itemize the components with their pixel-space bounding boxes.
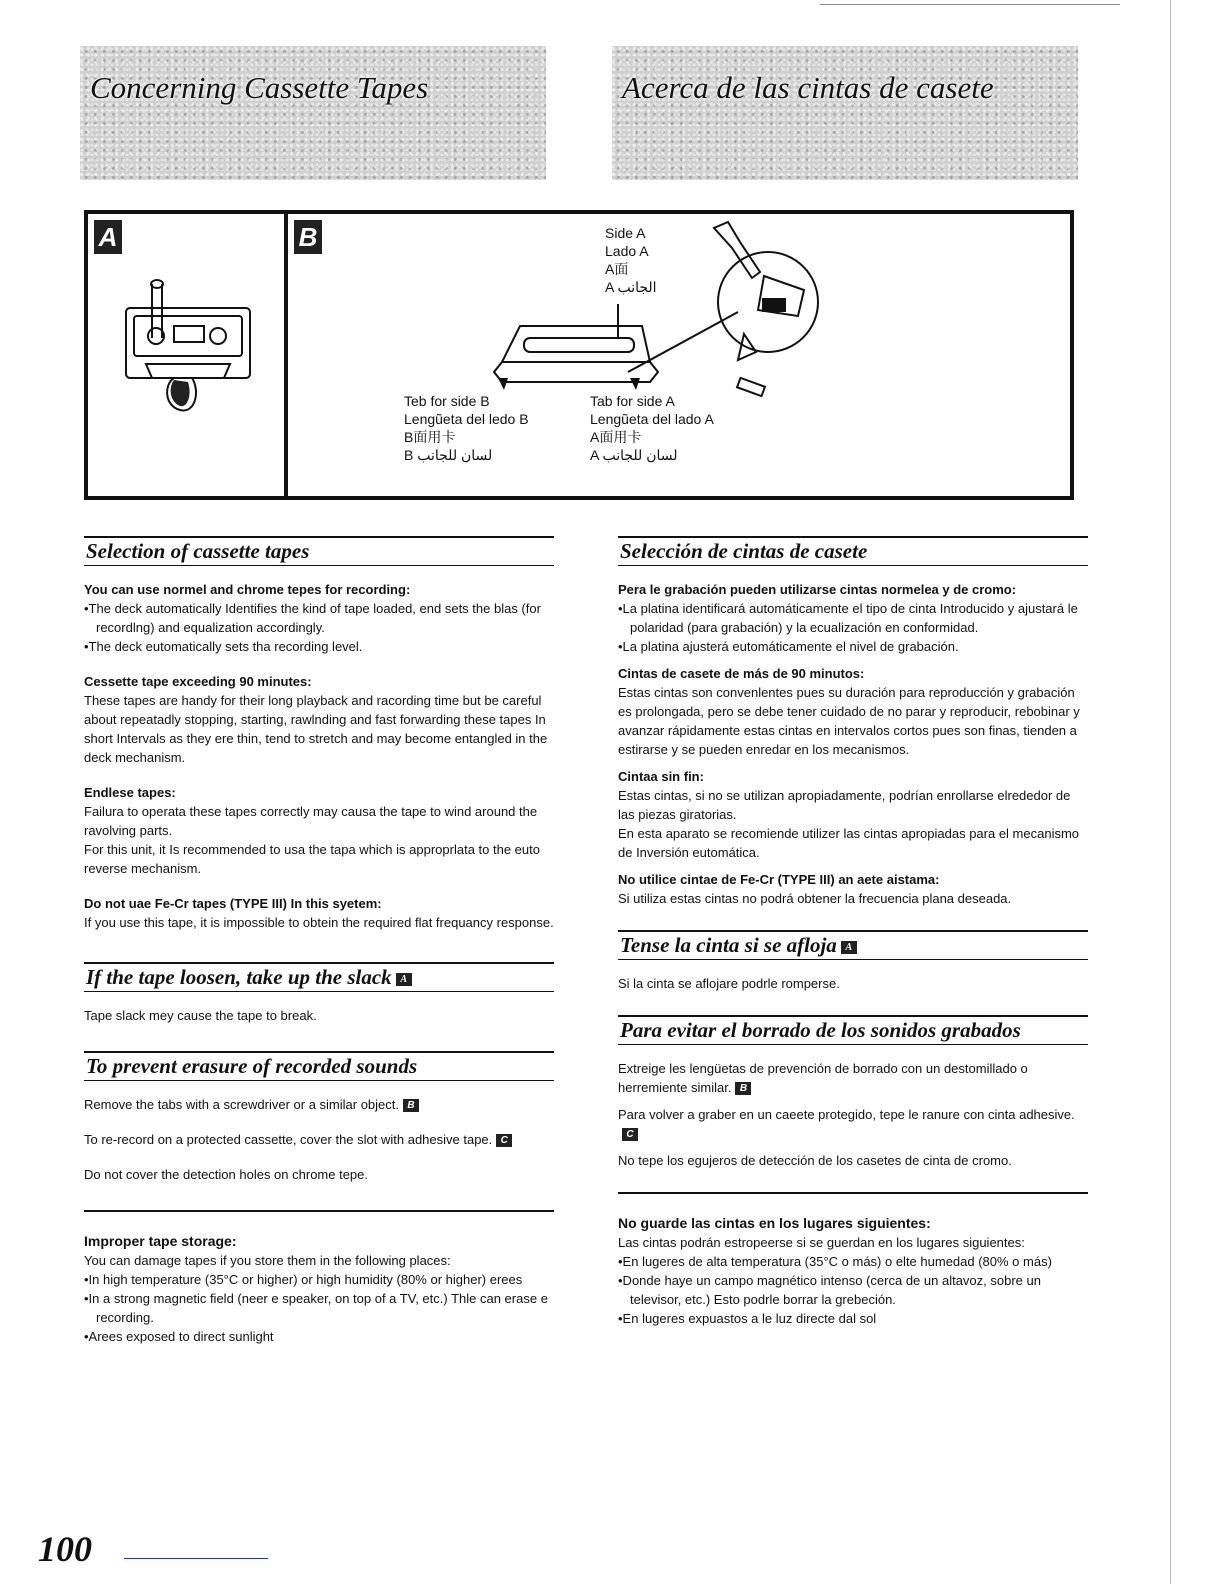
figure-a-tag: A bbox=[396, 973, 412, 986]
en-erasure-text-1-body: Remove the tabs with a screwdriver or a similar object. bbox=[84, 1097, 400, 1112]
cassette-pencil-illustration bbox=[88, 214, 284, 496]
es-erasure-text-3: No tepe los egujeros de detección de los casetes de cinta de cromo. bbox=[618, 1153, 1012, 1168]
side-a-zh: A面 bbox=[605, 261, 629, 277]
side-a-es: Lado A bbox=[605, 243, 649, 259]
es-slack-text: Si la cinta se aflojare podrle romperse. bbox=[618, 976, 840, 991]
figure-b-tag: B bbox=[403, 1099, 419, 1112]
tab-a-zh: A面用卡 bbox=[590, 429, 642, 445]
en-slack-text: Tape slack mey cause the tape to break. bbox=[84, 1008, 317, 1023]
en-storage-bullet-2: •In a strong magnetic field (neer e speaker, on top of a TV, etc.) Thle can erase e recording. bbox=[84, 1291, 548, 1325]
title-en: Concerning Cassette Tapes bbox=[90, 70, 429, 105]
page-number: 100 bbox=[38, 1529, 92, 1569]
es-endless-text-1: Estas cintas, si no se utilizan apropiadamente, podrían enrollarse elrededor de las piezas giratorias. bbox=[618, 788, 1071, 822]
en-storage-heading: Improper tape storage: bbox=[84, 1233, 237, 1249]
panel-a-label: A bbox=[94, 220, 122, 254]
es-storage-bullet-1: •En lugeres de alta temperatura (35°C o más) o elte humedad (80% o más) bbox=[618, 1254, 1052, 1269]
es-erasure-title: Para evitar el borrado de los sonidos grabados bbox=[618, 1015, 1088, 1045]
en-bullet-level: •The deck eutomatically sets tha recording level. bbox=[84, 639, 363, 654]
side-a-en: Side A bbox=[605, 225, 646, 241]
en-storage-bullet-3: •Arees exposed to direct sunlight bbox=[84, 1329, 274, 1344]
tab-b-zh: B面用卡 bbox=[404, 429, 456, 445]
en-bullet-identify: •The deck automatically Identifies the kind of tape loaded, end sets the blas (for recordlng) and equalization accordingly. bbox=[84, 601, 541, 635]
es-storage-bullet-3: •En lugeres expuastos a le luz directe dal sol bbox=[618, 1311, 877, 1326]
en-erasure-text-3: Do not cover the detection holes on chrome tepe. bbox=[84, 1167, 369, 1182]
es-normal-chrome-heading: Pera le grabación pueden utilizarse cintas normelea y de cromo: bbox=[618, 582, 1017, 597]
es-storage-intro: Las cintas podrán estropeerse si se guerdan en los lugares siguientes: bbox=[618, 1235, 1025, 1250]
header-es bbox=[612, 46, 1078, 180]
en-endless-text-1: Failura to operata these tapes correctly may causa the tape to wind around the ravolving parts. bbox=[84, 804, 538, 838]
es-bullet-identify: •La platina identificará automáticamente el tipo de cinta Introducido y ajustará le polaridad (para grabación) y la ecualización en conformidad. bbox=[618, 601, 1078, 635]
footer-rule bbox=[124, 1558, 268, 1559]
es-selection-title: Selección de cintas de casete bbox=[618, 536, 1088, 566]
en-endless-text-2: For this unit, it Is recommended to usa the tapa which is approprlata to the euto reverse mechanism. bbox=[84, 842, 540, 876]
en-90min-text: These tapes are handy for their long playback and racording time but be careful about repeatadly stopping, starting, rawlnding and fast forwarding these tapes In short Intervals as they ere thin, tend to stretch and may become entangled in the deck mechanism. bbox=[84, 693, 548, 765]
en-fecr-text: If you use this tape, it is impossible to obtein the required flat frequancy response. bbox=[84, 915, 554, 930]
es-erasure-text-1 bbox=[618, 1059, 1088, 1097]
tab-b-en: Teb for side B bbox=[404, 393, 490, 409]
es-90min-heading: Cintas de casete de más de 90 minutos: bbox=[618, 666, 865, 681]
tab-b-ar: B لسان للجانب bbox=[404, 447, 493, 463]
spanish-column bbox=[618, 536, 1088, 1328]
es-fecr-heading: No utilice cintae de Fe-Cr (TYPE III) an aete aistama: bbox=[618, 872, 940, 887]
es-erasure-text-2 bbox=[618, 1105, 1088, 1143]
es-storage-heading: No guarde las cintas en los lugares siguientes: bbox=[618, 1215, 931, 1231]
english-column bbox=[84, 536, 554, 1346]
es-storage-bullet-2: •Donde haye un campo magnético intenso (cerca de un altavoz, sobre un televisor, etc.) Esto podrle borrar la grebeción. bbox=[618, 1273, 1041, 1307]
es-endless-text-2: En esta aparato se recomiende utilizer las cintas apropiadas para el mecanismo de Inversión eutomática. bbox=[618, 826, 1080, 860]
side-a-labels bbox=[605, 224, 657, 296]
es-90min-text: Estas cintas son convenlentes pues su duración para reproducción y grabación es prolongada, pero se debe tener cuidado de no parar y reproducir, rebobinar y avanzar rápidamente estas cintas en intervalos cortos pues son finas, tienden a estirarse y se pueden enredar en los mecanismos. bbox=[618, 685, 1080, 757]
en-storage-intro: You can damage tapes if you store them in the following places: bbox=[84, 1253, 451, 1268]
en-erasure-text-2-body: To re-record on a protected cassette, cover the slot with adhesive tape. bbox=[84, 1132, 493, 1147]
title-es: Acerca de las cintas de casete bbox=[622, 70, 994, 105]
side-a-ar: A الجانب bbox=[605, 279, 657, 295]
figure-panel-a bbox=[88, 214, 288, 496]
figure-c-tag: C bbox=[496, 1134, 512, 1147]
figure-panel-b bbox=[288, 214, 1070, 496]
tab-b-es: Lengũeta del ledo B bbox=[404, 411, 529, 427]
tab-a-en: Tab for side A bbox=[590, 393, 675, 409]
es-bullet-level: •La platina ajusterá eutomáticamente el nivel de grabación. bbox=[618, 639, 959, 654]
en-endless-heading: Endlese tapes: bbox=[84, 785, 176, 800]
en-storage-rule bbox=[84, 1210, 554, 1212]
figure-c-tag-es: C bbox=[622, 1128, 638, 1141]
es-erasure-text-2-body: Para volver a graber en un caeete protegido, tepe le ranure con cinta adhesive. bbox=[618, 1107, 1075, 1122]
en-slack-title bbox=[84, 962, 554, 992]
en-slack-title-text: If the tape loosen, take up the slack bbox=[86, 965, 392, 989]
figure-a-tag-es: A bbox=[841, 941, 857, 954]
en-storage-bullet-1: •In high temperature (35°C or higher) or high humidity (80% or higher) erees bbox=[84, 1272, 523, 1287]
right-edge-rule bbox=[1170, 0, 1171, 1584]
tab-a-es: Lengũeta del lado A bbox=[590, 411, 714, 427]
es-storage-rule bbox=[618, 1192, 1088, 1194]
en-normal-chrome-heading: You can use normel and chrome tepes for recording: bbox=[84, 582, 411, 597]
es-slack-title-text: Tense la cinta si se afloja bbox=[620, 933, 837, 957]
es-slack-title bbox=[618, 930, 1088, 960]
en-fecr-heading: Do not uae Fe-Cr tapes (TYPE III) In this syetem: bbox=[84, 896, 382, 911]
tab-a-ar: A لسان للجانب bbox=[590, 447, 678, 463]
figure-b-tag-es: B bbox=[735, 1082, 751, 1095]
en-erasure-text-1 bbox=[84, 1095, 554, 1114]
en-90min-heading: Cessette tape exceeding 90 minutes: bbox=[84, 674, 312, 689]
en-erasure-title: To prevent erasure of recorded sounds bbox=[84, 1051, 554, 1081]
top-rule bbox=[820, 4, 1120, 5]
tab-b-labels bbox=[404, 392, 529, 464]
es-fecr-text: Si utiliza estas cintas no podrá obtener la frecuencia plana deseada. bbox=[618, 891, 1012, 906]
es-endless-heading: Cintaa sin fin: bbox=[618, 769, 704, 784]
tab-a-labels bbox=[590, 392, 714, 464]
cassette-figure bbox=[84, 210, 1074, 500]
header-en bbox=[80, 46, 546, 180]
en-selection-title: Selection of cassette tapes bbox=[84, 536, 554, 566]
en-erasure-text-2 bbox=[84, 1130, 554, 1149]
es-erasure-text-1-body: Extreige les lengüetas de prevención de borrado con un destomillado o herremiente similar. bbox=[618, 1061, 1028, 1095]
panel-b-label: B bbox=[294, 220, 322, 254]
